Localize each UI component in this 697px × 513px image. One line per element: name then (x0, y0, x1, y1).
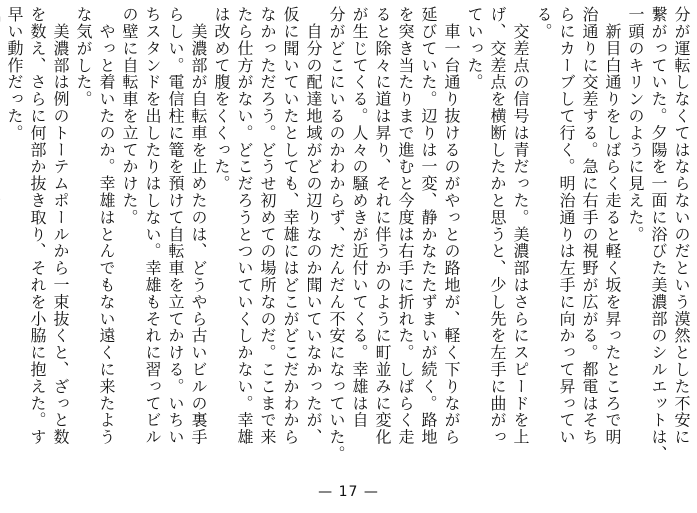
text-line: 交差点の信号は青だった。美濃部はさらにスピードを上 (511, 6, 530, 446)
text-line: 治通りに交差する。急に右手の視野が広がる。都電はそち (580, 6, 599, 446)
text-line: の壁に自転車を立てかけた。 (120, 6, 139, 226)
text-line: 繋がっていた。夕陽を一面に浴びた美濃部のシルエットは、 (649, 6, 668, 463)
text-line: 分がどこにいるのかわからず、だんだん不安になっていた。 (327, 6, 346, 463)
text-line: らしい。電信柱に篭を預けて自転車を立てかける。いちい (166, 6, 185, 446)
text-line: を数え、さらに何部か抜き取り、それを小脇に抱えた。す (28, 6, 47, 446)
text-line: たら仕方がない。どこだろうとついていくしかない。幸雄 (235, 6, 254, 446)
text-line: 美濃部は例のトーテムポールから一束抜くと、ざっと数 (51, 6, 70, 446)
text-line: が生じてくる。人々の騒めきが近付いてくる。幸雄は自 (350, 6, 369, 429)
text-line: 仮に聞いていたとしても、幸雄にはどこがどこだかわから (281, 6, 300, 446)
text-line: 一頭のキリンのように見えた。 (626, 6, 645, 243)
text-line (0, 6, 3, 478)
text-line: らにカーブして行く。明治通りは左手に向かって昇ってい (557, 6, 576, 446)
text-line: ていった。 (465, 6, 484, 91)
text-line: る。 (534, 6, 553, 40)
text-line: は改めて腹をくくった。 (212, 6, 231, 192)
text-line: げ、交差点を横断したかと思うと、少し先を左手に曲がっ (488, 6, 507, 446)
vertical-text-body (0, 6, 693, 478)
text-line: 自分の配達地域がどの辺りなのか聞いていなかったが、 (304, 6, 323, 446)
text-line: 新目白通りをしばらく走ると軽く坂を昇ったところで明 (603, 6, 622, 446)
text-line: 分が運転しなくてはならないのだという漠然とした不安に (672, 6, 691, 446)
page-number: — 17 — (318, 484, 379, 500)
text-line: 延びていた。辺りは一変、静かなたたずまいが続く。路地 (419, 6, 438, 446)
text-line: ちスタンドを出したりはしない。幸雄もそれに習ってビル (143, 6, 162, 446)
text-line: ると除々に道は昇り、それに伴うかのように町並みに変化 (373, 6, 392, 446)
text-line: 車一台通り抜けるのがやっとの路地が、軽く下りながら (442, 6, 461, 446)
text-line: を突き当たりまで進むと今度は右手に折れた。しばらく走 (396, 6, 415, 446)
text-line: な気がした。 (74, 6, 93, 108)
text-line: やっと着いたのか。幸雄はとんでもない遠くに来たよう (97, 6, 116, 446)
text-line: 美濃部が自転車を止めたのは、どうやら古いビルの裏手 (189, 6, 208, 446)
text-line: 早い動作だった。 (5, 6, 24, 142)
text-line: なかっただろう。どうせ初めての場所なのだ。ここまで来 (258, 6, 277, 446)
